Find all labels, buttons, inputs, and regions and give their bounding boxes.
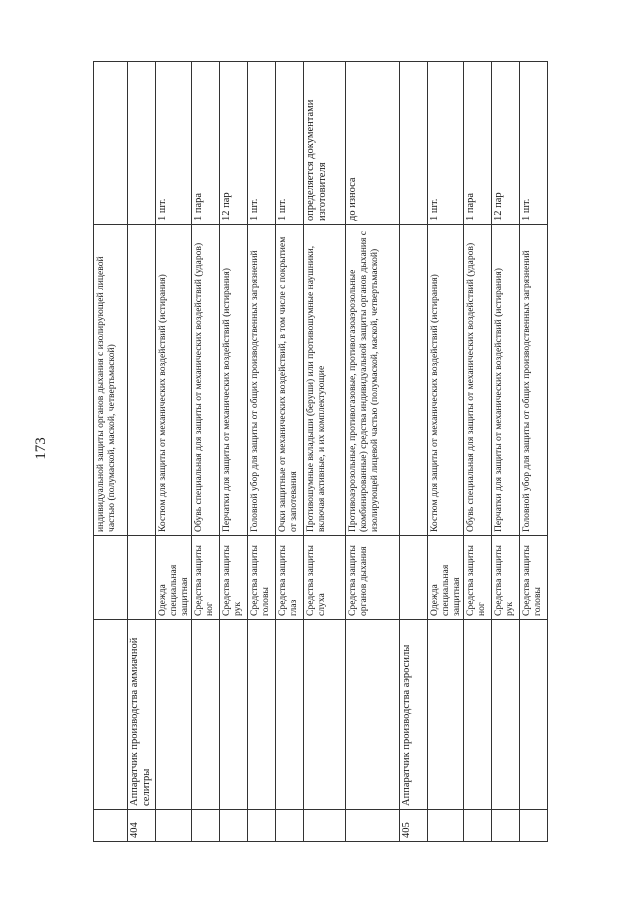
quantity-cell: 1 пара (464, 62, 492, 225)
table-row (346, 62, 400, 842)
table-row (192, 62, 220, 842)
quantity-cell: определяется документами изготовителя (304, 62, 346, 225)
category-cell: Средства защиты слуха (304, 536, 346, 620)
category-cell (128, 536, 156, 620)
category-cell: Средства защиты органов дыхания (346, 536, 400, 620)
page-number: 173 (32, 437, 49, 460)
row-number (520, 810, 548, 842)
table-row (400, 62, 428, 842)
category-cell (94, 536, 128, 620)
table-row (520, 62, 548, 842)
quantity-cell: 1 шт. (428, 62, 464, 225)
row-number: 405 (400, 810, 428, 842)
item-cell (128, 225, 156, 536)
item-cell: Противоаэрозольные, противогазовые, противогазоаэрозольные (комбинированные) средства индивидуальной защиты органов дыхания с изолирующей лицевой частью (полумаской, маской, четвертьмаской) (346, 225, 400, 536)
row-number (346, 810, 400, 842)
table-row (492, 62, 520, 842)
row-number (464, 810, 492, 842)
quantity-cell: 1 шт. (520, 62, 548, 225)
profession-cell (156, 620, 192, 810)
quantity-cell: 12 пар (492, 62, 520, 225)
quantity-cell: 1 пара (192, 62, 220, 225)
item-cell: Перчатки для защиты от механических воздействий (истирания) (492, 225, 520, 536)
table-row (304, 62, 346, 842)
row-number (248, 810, 276, 842)
row-number: 404 (128, 810, 156, 842)
row-number (220, 810, 248, 842)
item-cell: Костюм для защиты от механических воздействий (истирания) (156, 225, 192, 536)
quantity-cell (94, 62, 128, 225)
item-cell: Перчатки для защиты от механических воздействий (истирания) (220, 225, 248, 536)
profession-cell (520, 620, 548, 810)
row-number (192, 810, 220, 842)
rotated-page-content (93, 62, 545, 842)
table-row (276, 62, 304, 842)
quantity-cell (128, 62, 156, 225)
profession-cell (492, 620, 520, 810)
item-cell: Головной убор для защиты от общих производственных загрязнений (520, 225, 548, 536)
profession-cell (192, 620, 220, 810)
profession-cell (428, 620, 464, 810)
category-cell: Средства защиты рук (220, 536, 248, 620)
row-number (304, 810, 346, 842)
category-cell: Одежда специальная защитная (428, 536, 464, 620)
table-row (156, 62, 192, 842)
table-row (248, 62, 276, 842)
profession-cell (94, 620, 128, 810)
quantity-cell (400, 62, 428, 225)
category-cell: Средства защиты ног (464, 536, 492, 620)
table-row (428, 62, 464, 842)
category-cell: Средства защиты головы (520, 536, 548, 620)
item-cell: Противошумные вкладыши (беруши) или противошумные наушники, включая активные, и их комплектующие (304, 225, 346, 536)
item-cell: индивидуальной защиты органов дыхания с изолирующей лицевой частью (полумаской, маской, четвертьмаской) (94, 225, 128, 536)
profession-cell (248, 620, 276, 810)
row-number (276, 810, 304, 842)
profession-cell (346, 620, 400, 810)
profession-cell (220, 620, 248, 810)
quantity-cell: 1 шт. (156, 62, 192, 225)
profession-cell (304, 620, 346, 810)
row-number (428, 810, 464, 842)
table-row (128, 62, 156, 842)
category-cell: Одежда специальная защитная (156, 536, 192, 620)
row-number (156, 810, 192, 842)
quantity-cell: 12 пар (220, 62, 248, 225)
row-number (94, 810, 128, 842)
quantity-cell: до износа (346, 62, 400, 225)
item-cell: Обувь специальная для защиты от механических воздействий (ударов) (192, 225, 220, 536)
category-cell (400, 536, 428, 620)
quantity-cell: 1 шт. (276, 62, 304, 225)
table-row (220, 62, 248, 842)
item-cell: Головной убор для защиты от общих производственных загрязнений (248, 225, 276, 536)
row-number (492, 810, 520, 842)
table-row (94, 62, 128, 842)
category-cell: Средства защиты глаз (276, 536, 304, 620)
quantity-cell: 1 шт. (248, 62, 276, 225)
item-cell: Костюм для защиты от механических воздействий (истирания) (428, 225, 464, 536)
item-cell: Обувь специальная для защиты от механических воздействий (ударов) (464, 225, 492, 536)
category-cell: Средства защиты головы (248, 536, 276, 620)
category-cell: Средства защиты ног (192, 536, 220, 620)
category-cell: Средства защиты рук (492, 536, 520, 620)
ppe-norms-table (93, 61, 548, 842)
profession-cell: Аппаратчик производства аэросилы (400, 620, 428, 810)
table-row (464, 62, 492, 842)
item-cell (400, 225, 428, 536)
profession-cell (464, 620, 492, 810)
profession-cell: Аппаратчик производства аммиачной селитры (128, 620, 156, 810)
profession-cell (276, 620, 304, 810)
item-cell: Очки защитные от механических воздействий, в том числе с покрытием от запотевания (276, 225, 304, 536)
